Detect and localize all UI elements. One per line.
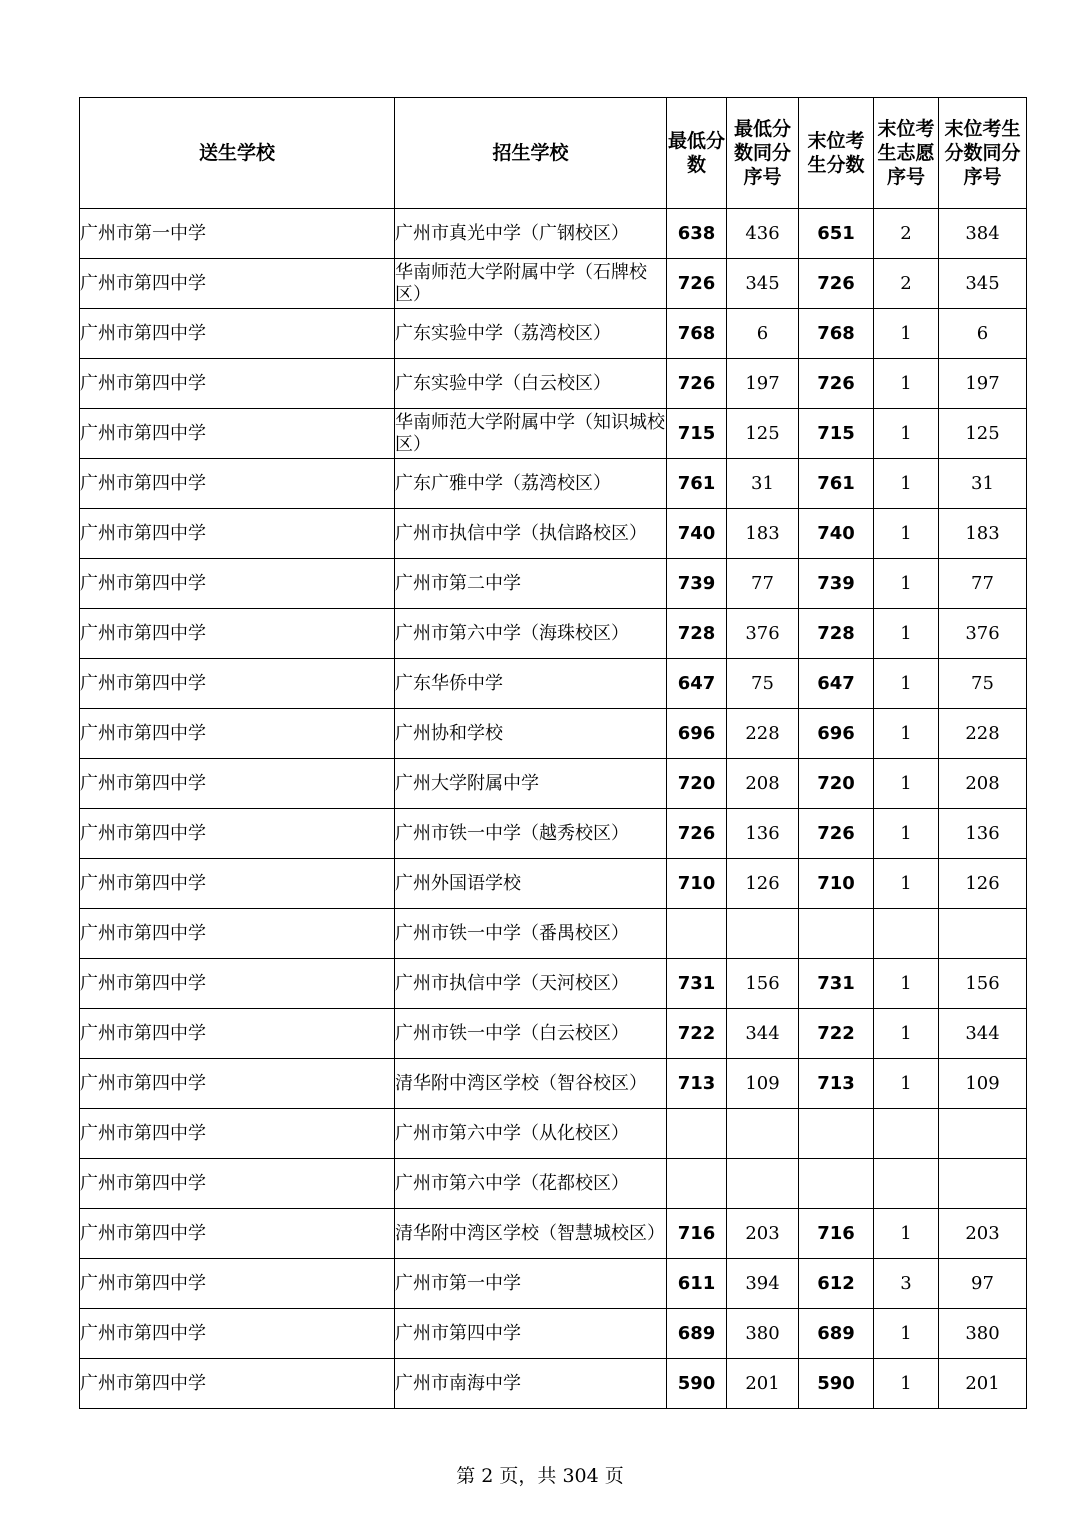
send-school-cell: 广州市第四中学 <box>80 559 395 609</box>
last-volunteer-cell: 1 <box>874 1309 939 1359</box>
last-score-seq-cell: 201 <box>939 1359 1027 1409</box>
min-score-seq-cell: 77 <box>727 559 799 609</box>
table-row <box>80 409 1027 459</box>
min-score-cell: 726 <box>667 359 727 409</box>
last-volunteer-cell: 1 <box>874 859 939 909</box>
last-score-seq-cell: 380 <box>939 1309 1027 1359</box>
last-score-seq-cell: 31 <box>939 459 1027 509</box>
table-row <box>80 1309 1027 1359</box>
last-score-cell: 739 <box>799 559 874 609</box>
table-row <box>80 859 1027 909</box>
last-score-cell: 710 <box>799 859 874 909</box>
send-school-cell: 广州市第四中学 <box>80 1359 395 1409</box>
table-row <box>80 509 1027 559</box>
last-volunteer-cell: 2 <box>874 209 939 259</box>
min-score-seq-cell: 376 <box>727 609 799 659</box>
last-score-seq-cell: 376 <box>939 609 1027 659</box>
last-volunteer-cell: 1 <box>874 659 939 709</box>
last-score-cell: 590 <box>799 1359 874 1409</box>
last-score-cell: 612 <box>799 1259 874 1309</box>
min-score-seq-cell: 6 <box>727 309 799 359</box>
last-volunteer-cell: 1 <box>874 1359 939 1409</box>
recv-school-cell: 清华附中湾区学校（智谷校区） <box>395 1059 667 1109</box>
last-volunteer-cell: 1 <box>874 459 939 509</box>
last-score-cell: 716 <box>799 1209 874 1259</box>
min-score-cell: 739 <box>667 559 727 609</box>
last-score-cell: 761 <box>799 459 874 509</box>
min-score-cell: 768 <box>667 309 727 359</box>
last-score-seq-cell: 228 <box>939 709 1027 759</box>
recv-school-cell: 广州市第六中学（从化校区） <box>395 1109 667 1159</box>
recv-school-cell: 广州市铁一中学（番禺校区） <box>395 909 667 959</box>
table-row <box>80 1209 1027 1259</box>
last-score-cell: 715 <box>799 409 874 459</box>
last-score-cell <box>799 1109 874 1159</box>
recv-school-cell: 广州协和学校 <box>395 709 667 759</box>
recv-school-cell: 广州市第一中学 <box>395 1259 667 1309</box>
send-school-cell: 广州市第四中学 <box>80 609 395 659</box>
min-score-seq-cell: 203 <box>727 1209 799 1259</box>
header-min-score: 最低分数 <box>667 98 727 209</box>
recv-school-cell: 广州市真光中学（广钢校区） <box>395 209 667 259</box>
send-school-cell: 广州市第四中学 <box>80 1109 395 1159</box>
recv-school-cell: 广州市第二中学 <box>395 559 667 609</box>
last-score-cell: 651 <box>799 209 874 259</box>
table-body <box>80 209 1027 1409</box>
admission-score-table <box>79 97 1027 1409</box>
recv-school-cell: 清华附中湾区学校（智慧城校区） <box>395 1209 667 1259</box>
min-score-cell: 728 <box>667 609 727 659</box>
min-score-cell: 713 <box>667 1059 727 1109</box>
min-score-cell: 689 <box>667 1309 727 1359</box>
last-volunteer-cell: 1 <box>874 509 939 559</box>
last-score-seq-cell: 97 <box>939 1259 1027 1309</box>
last-score-seq-cell <box>939 1109 1027 1159</box>
min-score-cell <box>667 909 727 959</box>
table-row <box>80 1159 1027 1209</box>
table-row <box>80 1359 1027 1409</box>
table-row <box>80 209 1027 259</box>
last-score-seq-cell: 75 <box>939 659 1027 709</box>
min-score-cell: 761 <box>667 459 727 509</box>
min-score-seq-cell: 228 <box>727 709 799 759</box>
last-volunteer-cell: 2 <box>874 259 939 309</box>
table-row <box>80 909 1027 959</box>
table-row <box>80 1109 1027 1159</box>
recv-school-cell: 广州市南海中学 <box>395 1359 667 1409</box>
last-score-seq-cell: 384 <box>939 209 1027 259</box>
last-score-cell: 726 <box>799 359 874 409</box>
last-volunteer-cell: 1 <box>874 559 939 609</box>
last-score-cell <box>799 1159 874 1209</box>
min-score-seq-cell: 436 <box>727 209 799 259</box>
last-volunteer-cell: 1 <box>874 359 939 409</box>
send-school-cell: 广州市第四中学 <box>80 259 395 309</box>
send-school-cell: 广州市第四中学 <box>80 1009 395 1059</box>
recv-school-cell: 广东实验中学（白云校区） <box>395 359 667 409</box>
min-score-cell: 731 <box>667 959 727 1009</box>
last-score-seq-cell <box>939 909 1027 959</box>
table-row <box>80 359 1027 409</box>
send-school-cell: 广州市第四中学 <box>80 359 395 409</box>
last-score-cell <box>799 909 874 959</box>
last-volunteer-cell: 1 <box>874 759 939 809</box>
last-score-cell: 720 <box>799 759 874 809</box>
min-score-seq-cell: 156 <box>727 959 799 1009</box>
recv-school-cell: 广东实验中学（荔湾校区） <box>395 309 667 359</box>
send-school-cell: 广州市第四中学 <box>80 1159 395 1209</box>
min-score-seq-cell: 125 <box>727 409 799 459</box>
header-row <box>80 98 1027 209</box>
min-score-cell: 590 <box>667 1359 727 1409</box>
last-score-cell: 647 <box>799 659 874 709</box>
send-school-cell: 广州市第四中学 <box>80 309 395 359</box>
header-recv-school: 招生学校 <box>395 98 667 209</box>
min-score-seq-cell: 345 <box>727 259 799 309</box>
last-volunteer-cell <box>874 909 939 959</box>
recv-school-cell: 广州市执信中学（天河校区） <box>395 959 667 1009</box>
send-school-cell: 广州市第四中学 <box>80 1209 395 1259</box>
table-row <box>80 309 1027 359</box>
min-score-seq-cell: 197 <box>727 359 799 409</box>
recv-school-cell: 广州外国语学校 <box>395 859 667 909</box>
min-score-cell: 715 <box>667 409 727 459</box>
last-score-seq-cell: 203 <box>939 1209 1027 1259</box>
min-score-cell: 720 <box>667 759 727 809</box>
last-score-seq-cell: 345 <box>939 259 1027 309</box>
header-last-score: 末位考生分数 <box>799 98 874 209</box>
min-score-seq-cell: 394 <box>727 1259 799 1309</box>
send-school-cell: 广州市第四中学 <box>80 1059 395 1109</box>
last-score-cell: 689 <box>799 1309 874 1359</box>
recv-school-cell: 广东广雅中学（荔湾校区） <box>395 459 667 509</box>
send-school-cell: 广州市第四中学 <box>80 759 395 809</box>
recv-school-cell: 华南师范大学附属中学（知识城校区） <box>395 409 667 459</box>
min-score-cell: 716 <box>667 1209 727 1259</box>
header-last-volunteer: 末位考生志愿序号 <box>874 98 939 209</box>
last-score-cell: 726 <box>799 259 874 309</box>
table-row <box>80 959 1027 1009</box>
last-volunteer-cell: 1 <box>874 1209 939 1259</box>
last-score-cell: 731 <box>799 959 874 1009</box>
min-score-seq-cell: 183 <box>727 509 799 559</box>
min-score-cell: 696 <box>667 709 727 759</box>
min-score-cell: 611 <box>667 1259 727 1309</box>
last-score-cell: 728 <box>799 609 874 659</box>
table-row <box>80 609 1027 659</box>
page-footer: 第 2 页，共 304 页 <box>456 1465 624 1487</box>
table-row <box>80 559 1027 609</box>
send-school-cell: 广州市第四中学 <box>80 459 395 509</box>
send-school-cell: 广州市第四中学 <box>80 409 395 459</box>
last-score-cell: 740 <box>799 509 874 559</box>
min-score-seq-cell <box>727 1109 799 1159</box>
recv-school-cell: 广州市执信中学（执信路校区） <box>395 509 667 559</box>
recv-school-cell: 广州市第六中学（海珠校区） <box>395 609 667 659</box>
last-score-seq-cell: 109 <box>939 1059 1027 1109</box>
min-score-seq-cell: 344 <box>727 1009 799 1059</box>
send-school-cell: 广州市第四中学 <box>80 859 395 909</box>
min-score-seq-cell: 31 <box>727 459 799 509</box>
send-school-cell: 广州市第四中学 <box>80 909 395 959</box>
send-school-cell: 广州市第四中学 <box>80 659 395 709</box>
last-score-cell: 768 <box>799 309 874 359</box>
last-score-seq-cell: 77 <box>939 559 1027 609</box>
last-score-seq-cell: 156 <box>939 959 1027 1009</box>
min-score-seq-cell <box>727 909 799 959</box>
table-row <box>80 1009 1027 1059</box>
last-score-seq-cell: 183 <box>939 509 1027 559</box>
min-score-cell: 726 <box>667 259 727 309</box>
recv-school-cell: 广州市铁一中学（白云校区） <box>395 1009 667 1059</box>
recv-school-cell: 广州市铁一中学（越秀校区） <box>395 809 667 859</box>
send-school-cell: 广州市第四中学 <box>80 1309 395 1359</box>
last-volunteer-cell: 1 <box>874 959 939 1009</box>
min-score-cell: 638 <box>667 209 727 259</box>
header-send-school: 送生学校 <box>80 98 395 209</box>
recv-school-cell: 广州市第六中学（花都校区） <box>395 1159 667 1209</box>
header-last-score-seq: 末位考生分数同分序号 <box>939 98 1027 209</box>
last-volunteer-cell: 1 <box>874 709 939 759</box>
table-row <box>80 659 1027 709</box>
last-volunteer-cell: 1 <box>874 809 939 859</box>
last-score-cell: 726 <box>799 809 874 859</box>
last-volunteer-cell <box>874 1159 939 1209</box>
last-score-seq-cell: 344 <box>939 1009 1027 1059</box>
last-volunteer-cell: 3 <box>874 1259 939 1309</box>
last-score-seq-cell: 136 <box>939 809 1027 859</box>
recv-school-cell: 华南师范大学附属中学（石牌校区） <box>395 259 667 309</box>
last-score-seq-cell <box>939 1159 1027 1209</box>
recv-school-cell: 广州大学附属中学 <box>395 759 667 809</box>
min-score-cell <box>667 1109 727 1159</box>
table-row <box>80 759 1027 809</box>
send-school-cell: 广州市第四中学 <box>80 809 395 859</box>
table-row <box>80 459 1027 509</box>
last-score-seq-cell: 125 <box>939 409 1027 459</box>
table-row <box>80 809 1027 859</box>
min-score-cell: 740 <box>667 509 727 559</box>
min-score-seq-cell: 136 <box>727 809 799 859</box>
min-score-cell: 722 <box>667 1009 727 1059</box>
send-school-cell: 广州市第一中学 <box>80 209 395 259</box>
last-score-seq-cell: 6 <box>939 309 1027 359</box>
min-score-cell: 647 <box>667 659 727 709</box>
min-score-seq-cell: 109 <box>727 1059 799 1109</box>
send-school-cell: 广州市第四中学 <box>80 709 395 759</box>
last-score-seq-cell: 197 <box>939 359 1027 409</box>
table-row <box>80 1059 1027 1109</box>
min-score-seq-cell: 208 <box>727 759 799 809</box>
min-score-seq-cell: 126 <box>727 859 799 909</box>
min-score-cell <box>667 1159 727 1209</box>
send-school-cell: 广州市第四中学 <box>80 1259 395 1309</box>
last-volunteer-cell: 1 <box>874 1009 939 1059</box>
last-score-seq-cell: 208 <box>939 759 1027 809</box>
last-score-seq-cell: 126 <box>939 859 1027 909</box>
last-score-cell: 722 <box>799 1009 874 1059</box>
last-volunteer-cell: 1 <box>874 309 939 359</box>
recv-school-cell: 广东华侨中学 <box>395 659 667 709</box>
last-volunteer-cell: 1 <box>874 409 939 459</box>
last-volunteer-cell: 1 <box>874 1059 939 1109</box>
min-score-seq-cell: 380 <box>727 1309 799 1359</box>
last-score-cell: 696 <box>799 709 874 759</box>
recv-school-cell: 广州市第四中学 <box>395 1309 667 1359</box>
table-row <box>80 709 1027 759</box>
last-volunteer-cell <box>874 1109 939 1159</box>
send-school-cell: 广州市第四中学 <box>80 509 395 559</box>
last-score-cell: 713 <box>799 1059 874 1109</box>
table-row <box>80 259 1027 309</box>
min-score-cell: 710 <box>667 859 727 909</box>
last-volunteer-cell: 1 <box>874 609 939 659</box>
min-score-seq-cell: 75 <box>727 659 799 709</box>
table-row <box>80 1259 1027 1309</box>
min-score-seq-cell: 201 <box>727 1359 799 1409</box>
header-min-score-seq: 最低分数同分序号 <box>727 98 799 209</box>
min-score-cell: 726 <box>667 809 727 859</box>
min-score-seq-cell <box>727 1159 799 1209</box>
send-school-cell: 广州市第四中学 <box>80 959 395 1009</box>
